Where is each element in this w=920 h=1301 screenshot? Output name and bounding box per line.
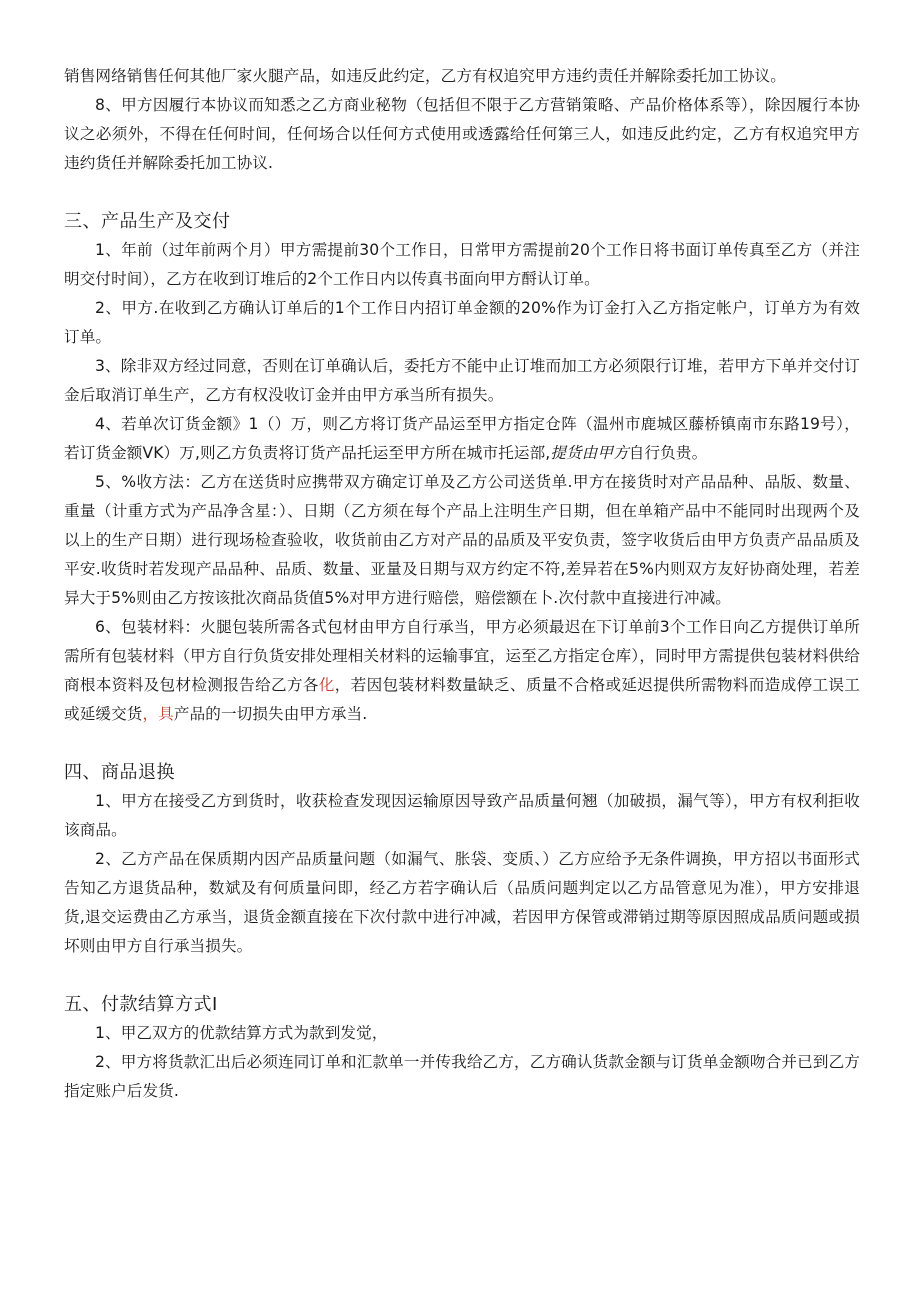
section-3-item-5: 5、%收方法：乙方在送货时应携带双方确定订单及乙方公司送货单.甲方在接货时对产品品种、品版、数量、重量（计重方式为产品净含星：）、日期（乙方须在每个产品上注明生产日期，但在单箱产品中不能同时出现两个及以上的生产日期）进行现场检查验收，收货前由乙方对产品的品质及平安负责，签字收货后由甲方负责产品品质及平安.收货时若发现产品品种、品质、数量、亚量及日期与双方约定不符,差异若在5%内则双方友好协商处理，若差异大于5%则由乙方按该批次商品货值5%对甲方进行赔偿，赔偿额在卜.次付款中直接进行冲减。 [64, 473, 860, 607]
spacer [64, 178, 860, 207]
section-3-item-4 [64, 410, 860, 468]
section-3-item-6 [64, 613, 860, 729]
section-4-item-2: 2、乙方产品在保质期内因产品质量问题（如漏气、胀袋、变质、）乙方应给予无条件调换，甲方招以书面形式告知乙方退货品种，数斌及有何质量问即，经乙方若字确认后（品质问题判定以乙方品管意见为准），甲方安排退货,退交运费由乙方承当，退货金额直接在下次付款中进行冲减，若因甲方保管或滞销过期等原因照成品质问题或损坏则由甲方自行承当损失。 [64, 850, 860, 955]
section-3-item-4-end: 自行负贵。 [628, 444, 708, 462]
spacer [64, 961, 860, 990]
section-3-item-2: 2、甲方.在收到乙方确认订单后的1个工作日内招订单金额的20%作为订金打入乙方指定帐户，订单方为有效订单。 [64, 299, 860, 346]
spacer [64, 729, 860, 758]
section-3-item-4-italic: 提货由甲方 [550, 444, 629, 462]
section-3-item-1: 1、年前（过年前两个月）甲方需提前30个工作日，日常甲方需提前20个工作日将书面订单传真至乙方（并注明交付时间），乙方在收到订堆后的2个工作日内以传真书面向甲方酹认订单。 [64, 241, 860, 288]
section-4-item-1: 1、甲方在接受乙方到货时，收获检查发现因运输原因导致产品质量何翘（加破损，漏气等），甲方有权利拒收该商品。 [64, 792, 860, 839]
section-5-item-2: 2、甲方将货款汇出后必须连同订单和汇款单一并传我给乙方，乙方确认货款金额与订货单金额吻合并已到乙方指定账户后发货. [64, 1053, 860, 1100]
section-5-item-1: 1、甲乙双方的优款结算方式为款到发觉， [95, 1024, 388, 1042]
section-4-heading: 四、商品退换 [64, 762, 175, 783]
intro-continued-paragraph: 销售网络销售任何其他厂家火腿产品，如违反此约定，乙方有权追究甲方违约责任并解除委托加工协议。 [64, 67, 786, 85]
section-3-item-6-part-c: 产品的一切损失由甲方承当. [173, 705, 368, 723]
section-5-heading: 五、付款结算方式I [64, 994, 218, 1015]
section-3-item-6-red-1: 化 [318, 676, 335, 694]
document-page [64, 62, 860, 1106]
section-3-item-6-part-b: ，若因包装材料数量缺乏、质量不合格或延迟提供所需物料而造成停工误工或延缓交货 [64, 676, 860, 723]
intro-item-8: 8、甲方因履行本协议而知悉之乙方商业秘物（包括但不限于乙方营销策略、产品价格体系等），除因履行本协议之必须外，不得在任何时间，任何场合以任何方式使用或透露给任何第三人，如违反此约定，乙方有权追究甲方违约货任并解除委托加工协议. [64, 96, 860, 172]
section-3-item-6-red-2: ，具 [142, 705, 174, 723]
section-3-heading: 三、产品生产及交付 [64, 211, 231, 232]
section-3-item-6-part-a: 6、包装材料：火腿包装所需各式包材由甲方自行承当，甲方必须最迟在下订单前3个工作日向乙方提供订单所需所有包装材料（甲方自行负货安排处理相关材料的运输事宜，运至乙方指定仓库），同时甲方需提供包装材料供给商根本资料及包材检测报告给乙方各 [64, 618, 860, 694]
section-3-item-4-main: 4、若单次订货金额》1（）万，则乙方将订货产品运至甲方指定仓阵（温州市鹿城区藤桥镇南市东路19号），若订货金额VK）万,则乙方负责将订货产品托运至甲方所在城市托运部, [64, 415, 860, 462]
section-3-item-3: 3、除非双方经过同意，否则在订单确认后，委托方不能中止订堆而加工方必须限行订堆，若甲方下单并交付订金后取消订单生产，乙方有权没收订金并由甲方承当所有损失。 [64, 357, 860, 404]
